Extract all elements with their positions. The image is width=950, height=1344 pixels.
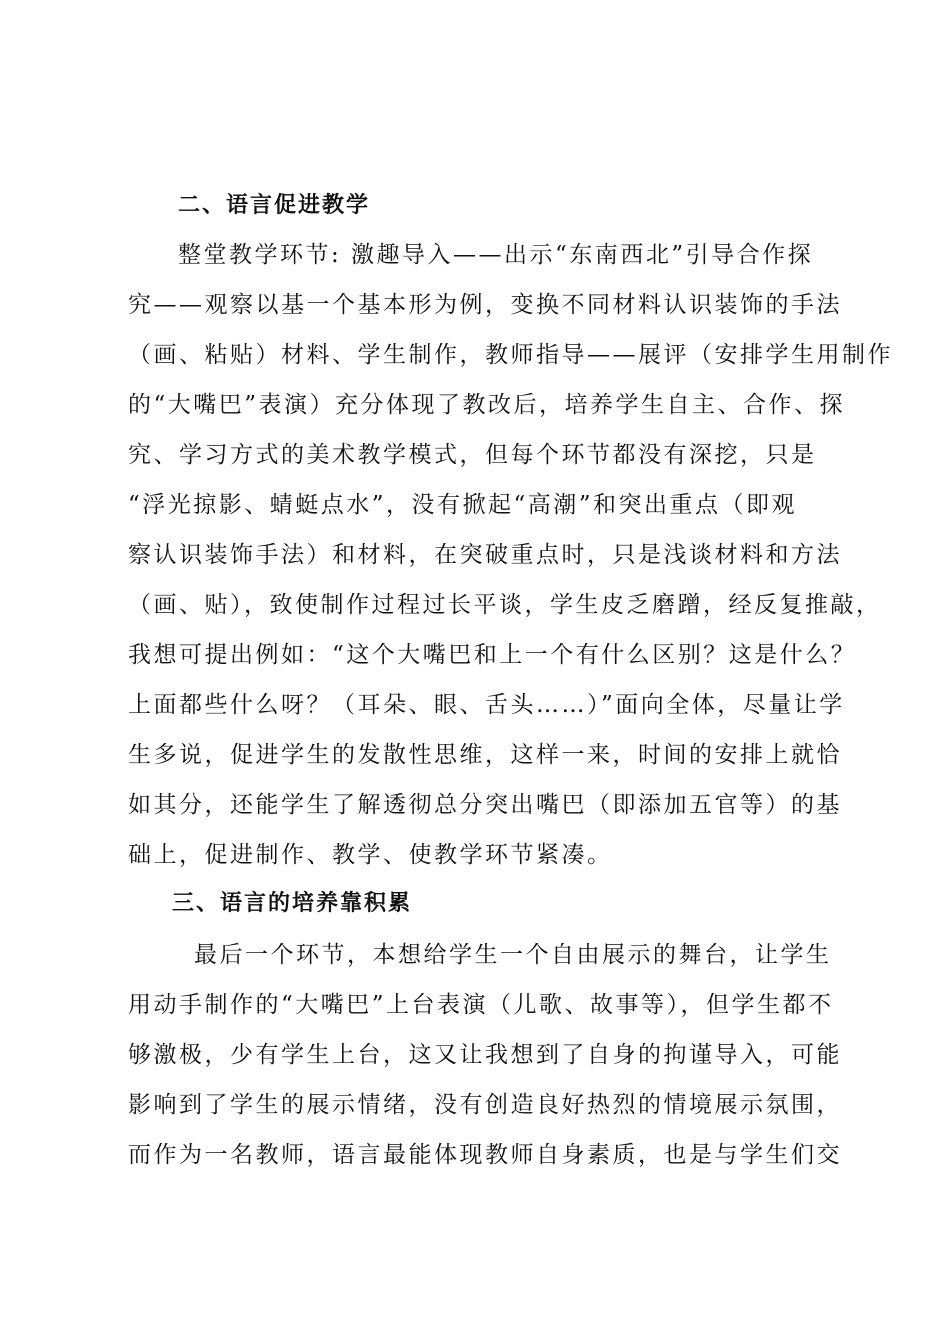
- paragraph-line: 上面都些什么呀？（耳朵、眼、舌头……）”面向全体，尽量让学: [128, 692, 845, 718]
- paragraph-line: （画、贴），致使制作过程过长平谈，学生皮乏磨蹭，经反复推敲，: [128, 592, 882, 618]
- paragraph-line: 最后一个环节，本想给学生一个自由展示的舞台，让学生: [194, 942, 832, 968]
- section-heading-language-cultivation: 三、语言的培养靠积累: [172, 890, 413, 916]
- paragraph-line: 我想可提出例如：“这个大嘴巴和上一个有什么区别？这是什么？: [128, 642, 857, 668]
- paragraph-line: 究、学习方式的美术教学模式，但每个环节都没有深挖，只是: [128, 442, 817, 468]
- paragraph-line: 础上，促进制作、教学、使教学环节紧凑。: [128, 842, 613, 868]
- paragraph-line: 够激极，少有学生上台，这又让我想到了自身的拘谨导入，可能: [128, 1042, 842, 1068]
- paragraph-line: 整堂教学环节: 激趣导入——出示“东南西北”引导合作探: [178, 242, 814, 268]
- paragraph-line: （画、粘贴）材料、学生制作，教师指导——展评（安排学生用制作: [128, 342, 893, 368]
- paragraph-line: 的“大嘴巴”表演）充分体现了教改后，培养学生自主、合作、探: [128, 392, 846, 418]
- paragraph-line: 如其分，还能学生了解透彻总分突出嘴巴（即添加五官等）的基: [128, 792, 842, 818]
- paragraph-line: 察认识装饰手法）和材料，在突破重点时，只是浅谈材料和方法: [128, 542, 842, 568]
- paragraph-line: 究——观察以基一个基本形为例，变换不同材料认识装饰的手法: [128, 292, 842, 318]
- paragraph-line: “浮光掠影、蜻蜓点水”，没有掀起“高潮”和突出重点（即观: [128, 492, 798, 518]
- paragraph-line: 而作为一名教师，语言最能体现教师自身素质，也是与学生们交: [128, 1142, 842, 1168]
- paragraph-line: 影响到了学生的展示情绪，没有创造良好热烈的情境展示氛围，: [128, 1092, 842, 1118]
- section-heading-language-promotes-teaching: 二、语言促进教学: [178, 192, 371, 218]
- paragraph-line: 用动手制作的“大嘴巴”上台表演（儿歌、故事等），但学生都不: [128, 992, 834, 1018]
- paragraph-line: 生多说，促进学生的发散性思维，这样一来，时间的安排上就恰: [128, 742, 842, 768]
